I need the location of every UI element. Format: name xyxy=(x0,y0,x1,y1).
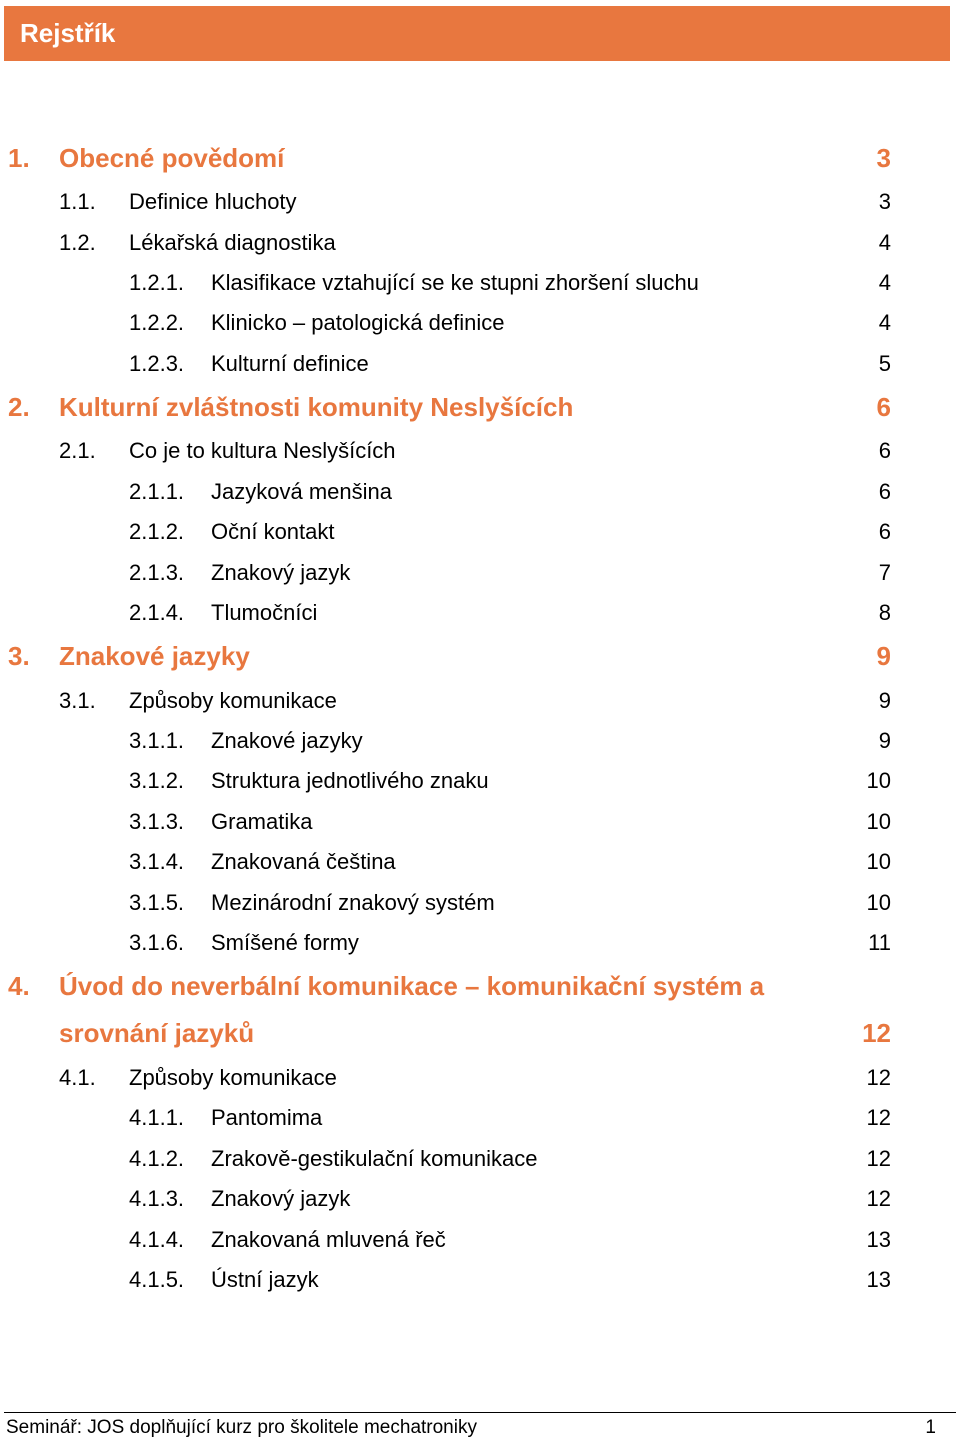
toc-entry-label: Pantomima xyxy=(211,1105,323,1130)
footer-divider xyxy=(4,1412,956,1413)
toc-entry-number: 3.1.2. xyxy=(129,768,185,793)
toc-entry-label: Kulturní zvláštnosti komunity Neslyšících xyxy=(59,392,574,422)
toc-entry-number: 3.1.3. xyxy=(129,809,185,834)
toc-entry-number: 1.2.2. xyxy=(129,310,185,335)
toc-entry-subsection[interactable] xyxy=(0,558,960,588)
footer-text: Seminář: JOS doplňující kurz pro školitele mechatroniky xyxy=(6,1417,477,1438)
toc-entry-label: Znakovaná mluvená řeč xyxy=(211,1227,446,1252)
toc-entry-number: 4.1.5. xyxy=(129,1267,185,1292)
toc-entry-subsection[interactable] xyxy=(0,598,960,628)
toc-entry-number: 4.1.2. xyxy=(129,1146,185,1171)
toc-entry-label: Znakovaná čeština xyxy=(211,849,396,874)
toc-entry-label: Zrakově-gestikulační komunikace xyxy=(211,1146,538,1171)
toc-entry-label: Úvod do neverbální komunikace – komunikační systém a xyxy=(59,971,765,1001)
toc-entry-label: Struktura jednotlivého znaku xyxy=(211,768,489,793)
toc-entry-subsection[interactable] xyxy=(0,928,960,958)
toc-entry-number: 1.2.3. xyxy=(129,351,185,376)
toc-entry-page: 6 xyxy=(878,519,891,544)
toc-entry-number: 4.1. xyxy=(59,1065,96,1090)
toc-entry-number: 3.1.1. xyxy=(129,728,185,753)
toc-entry-subsection[interactable] xyxy=(0,807,960,837)
toc-entry-label: Co je to kultura Neslyšících xyxy=(129,438,396,463)
toc-entry-page: 10 xyxy=(866,890,891,915)
toc-entry-subsection[interactable] xyxy=(0,477,960,507)
toc-entry-label: Znakový jazyk xyxy=(211,560,351,585)
toc-entry-subsection[interactable] xyxy=(0,1103,960,1133)
toc-entry-subsection[interactable] xyxy=(0,847,960,877)
toc-entry-page: 3 xyxy=(878,189,891,214)
toc-entry-label: Znakové jazyky xyxy=(59,641,250,671)
toc-entry-label: Gramatika xyxy=(211,809,313,834)
toc-entry-subsection[interactable] xyxy=(0,268,960,298)
toc-entry-page: 4 xyxy=(878,310,891,335)
toc-entry-chapter[interactable] xyxy=(0,641,960,671)
page-title: Rejstřík xyxy=(20,18,116,48)
toc-entry-page: 6 xyxy=(876,392,891,422)
toc-entry-page: 6 xyxy=(878,438,891,463)
toc-entry-label: srovnání jazyků xyxy=(59,1018,255,1048)
toc-entry-chapter[interactable] xyxy=(0,392,960,422)
toc-entry-page: 9 xyxy=(878,728,891,753)
toc-entry-subsection[interactable] xyxy=(0,766,960,796)
toc-entry-chapter[interactable] xyxy=(0,971,960,1001)
toc-entry-label: Klinicko – patologická definice xyxy=(211,310,505,335)
toc-entry-label: Oční kontakt xyxy=(211,519,335,544)
toc-entry-page: 4 xyxy=(878,270,891,295)
toc-entry-chapter-continued[interactable] xyxy=(0,1018,960,1048)
toc-entry-number: 3.1.4. xyxy=(129,849,185,874)
toc-entry-number: 2. xyxy=(8,392,30,422)
toc-entry-number: 1.2.1. xyxy=(129,270,185,295)
toc-entry-section[interactable] xyxy=(0,686,960,716)
toc-entry-number: 1.2. xyxy=(59,230,96,255)
footer-page-number: 1 xyxy=(925,1417,936,1438)
toc-entry-page: 10 xyxy=(866,849,891,874)
toc-entry-number: 4.1.1. xyxy=(129,1105,185,1130)
toc-entry-number: 4. xyxy=(8,971,30,1001)
toc-entry-label: Lékařská diagnostika xyxy=(129,230,336,255)
toc-entry-section[interactable] xyxy=(0,187,960,217)
toc-entry-number: 2.1. xyxy=(59,438,96,463)
toc-entry-number: 1.1. xyxy=(59,189,96,214)
toc-entry-number: 2.1.2. xyxy=(129,519,185,544)
toc-entry-subsection[interactable] xyxy=(0,1184,960,1214)
toc-entry-page: 5 xyxy=(878,351,891,376)
toc-entry-label: Definice hluchoty xyxy=(129,189,297,214)
toc-entry-page: 9 xyxy=(878,688,891,713)
toc-entry-subsection[interactable] xyxy=(0,1144,960,1174)
toc-entry-page: 6 xyxy=(878,479,891,504)
toc-entry-page: 10 xyxy=(866,809,891,834)
toc-entry-label: Kulturní definice xyxy=(211,351,369,376)
toc-entry-label: Mezinárodní znakový systém xyxy=(211,890,495,915)
toc-entry-subsection[interactable] xyxy=(0,888,960,918)
toc-entry-page: 12 xyxy=(866,1065,891,1090)
toc-entry-label: Tlumočníci xyxy=(211,600,318,625)
toc-entry-label: Znakový jazyk xyxy=(211,1186,351,1211)
toc-entry-page: 9 xyxy=(876,641,891,671)
toc-entry-label: Způsoby komunikace xyxy=(129,688,337,713)
toc-entry-number: 2.1.3. xyxy=(129,560,185,585)
toc-entry-page: 4 xyxy=(878,230,891,255)
toc-entry-page: 7 xyxy=(878,560,891,585)
toc-entry-label: Způsoby komunikace xyxy=(129,1065,337,1090)
toc-entry-number: 3.1. xyxy=(59,688,96,713)
toc-entry-label: Znakové jazyky xyxy=(211,728,363,753)
toc-entry-label: Klasifikace vztahující se ke stupni zhoršení sluchu xyxy=(211,270,699,295)
toc-entry-section[interactable] xyxy=(0,1063,960,1093)
toc-entry-page: 13 xyxy=(866,1227,891,1252)
toc-entry-page: 12 xyxy=(866,1105,891,1130)
toc-entry-subsection[interactable] xyxy=(0,349,960,379)
toc-entry-page: 12 xyxy=(866,1146,891,1171)
header-bar xyxy=(4,6,950,61)
toc-entry-number: 3.1.5. xyxy=(129,890,185,915)
toc-entry-page: 12 xyxy=(866,1186,891,1211)
toc-entry-page: 10 xyxy=(866,768,891,793)
toc-entry-page: 12 xyxy=(862,1018,891,1048)
toc-entry-label: Obecné povědomí xyxy=(59,143,285,173)
toc-entry-number: 4.1.3. xyxy=(129,1186,185,1211)
toc-entry-page: 8 xyxy=(878,600,891,625)
toc-entry-number: 2.1.1. xyxy=(129,479,185,504)
toc-entry-section[interactable] xyxy=(0,436,960,466)
toc-entry-number: 1. xyxy=(8,143,30,173)
toc-entry-label: Ústní jazyk xyxy=(211,1267,319,1292)
toc-entry-subsection[interactable] xyxy=(0,1265,960,1295)
toc-entry-subsection[interactable] xyxy=(0,1225,960,1255)
toc-entry-subsection[interactable] xyxy=(0,308,960,338)
toc-entry-number: 2.1.4. xyxy=(129,600,185,625)
toc-entry-number: 3.1.6. xyxy=(129,930,185,955)
toc-entry-section[interactable] xyxy=(0,228,960,258)
toc-entry-number: 3. xyxy=(8,641,30,671)
toc-entry-subsection[interactable] xyxy=(0,517,960,547)
toc-entry-subsection[interactable] xyxy=(0,726,960,756)
toc-entry-number: 4.1.4. xyxy=(129,1227,185,1252)
toc-entry-label: Jazyková menšina xyxy=(211,479,392,504)
toc-entry-page: 3 xyxy=(876,143,891,173)
toc-entry-page: 11 xyxy=(868,930,891,955)
toc-entry-chapter[interactable] xyxy=(0,143,960,173)
toc-entry-label: Smíšené formy xyxy=(211,930,359,955)
toc-entry-page: 13 xyxy=(866,1267,891,1292)
